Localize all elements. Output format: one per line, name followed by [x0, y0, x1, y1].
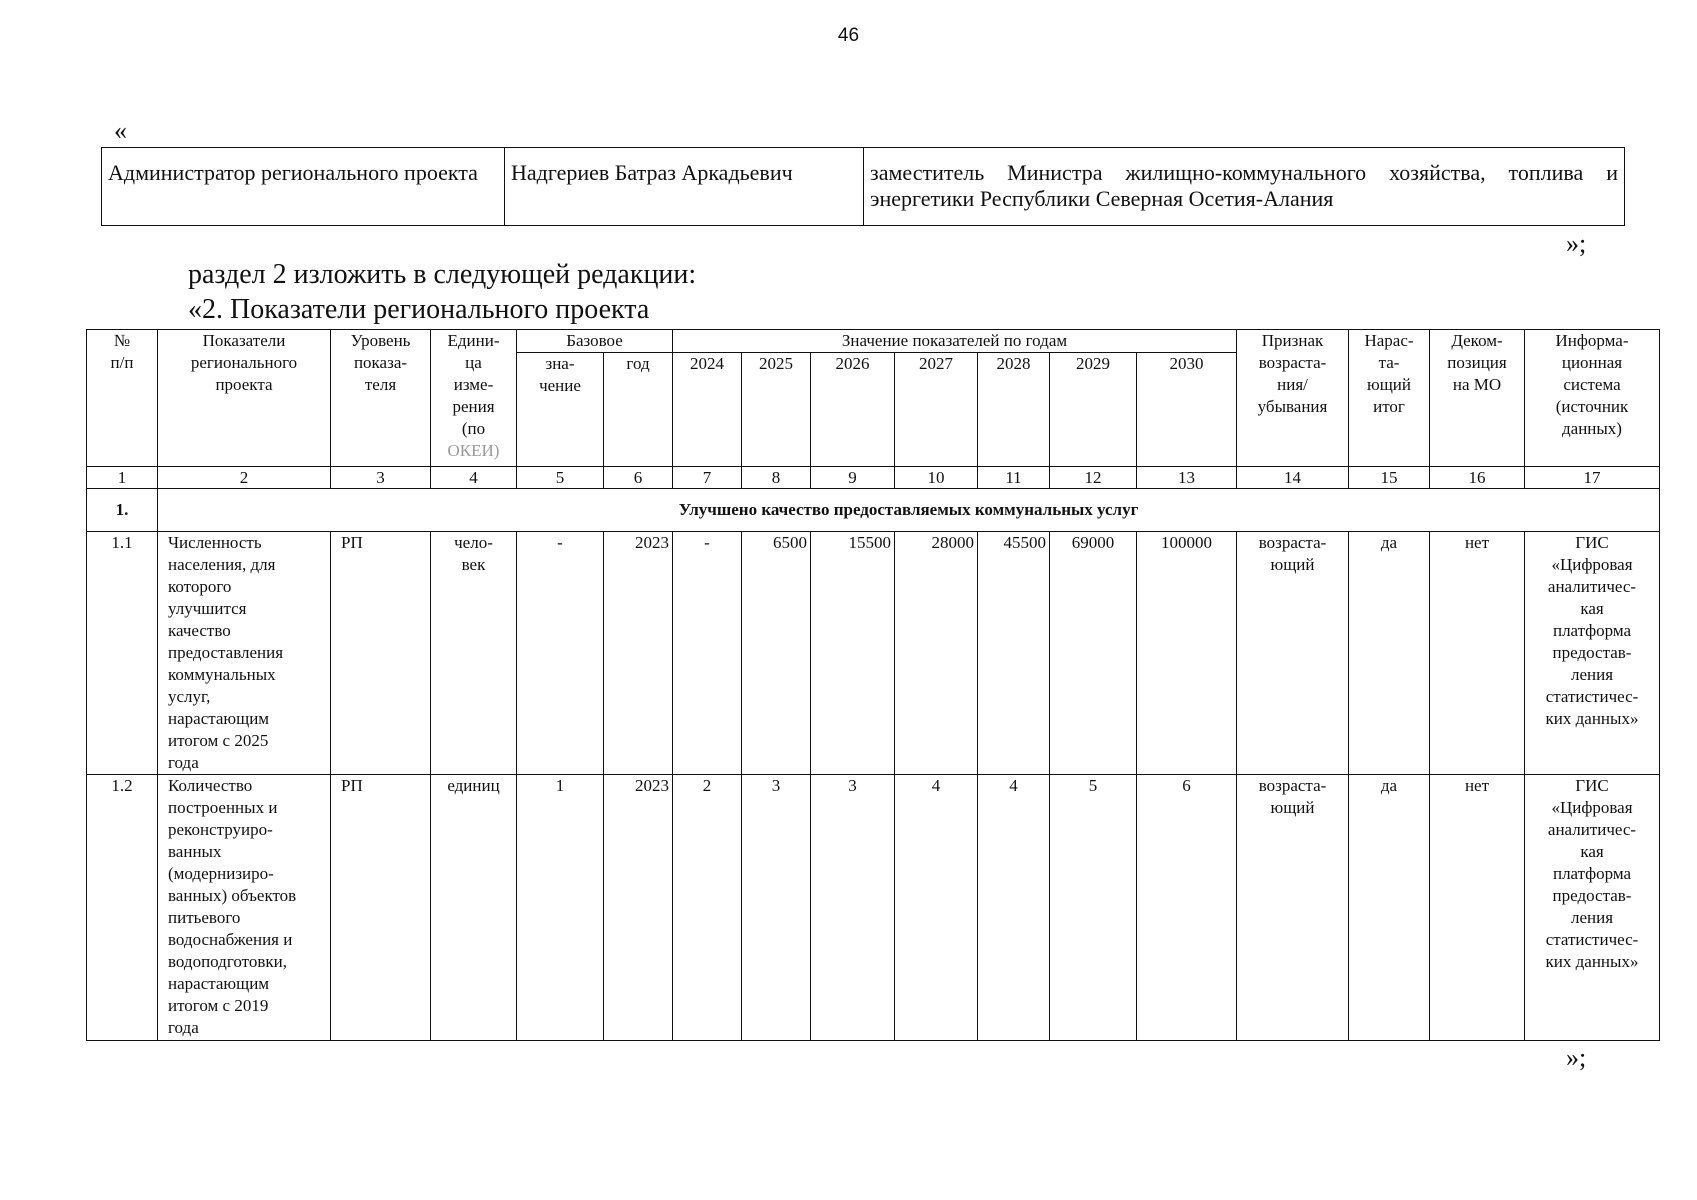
row-year-value: 4 — [895, 775, 978, 1041]
row-year-value: 28000 — [895, 532, 978, 775]
header-indicator: Показатели регионального проекта — [158, 330, 331, 467]
column-number: 7 — [673, 467, 742, 489]
column-number: 1 — [87, 467, 158, 489]
row-cumulative: да — [1349, 775, 1430, 1041]
row-year-value: 6500 — [742, 532, 811, 775]
header-unit-cell — [431, 330, 517, 467]
column-number: 17 — [1525, 467, 1660, 489]
row-year-value: 100000 — [1137, 532, 1237, 775]
row-decomposition: нет — [1430, 532, 1525, 775]
header-info-system: Информа- ционная система (источник данных) — [1525, 330, 1660, 467]
admin-name: Надгериев Батраз Аркадьевич — [505, 148, 864, 226]
header-year: 2028 — [978, 353, 1050, 467]
header-base-value: зна- чение — [517, 353, 604, 467]
header-year: 2027 — [895, 353, 978, 467]
column-number: 6 — [604, 467, 673, 489]
amendment-text: раздел 2 изложить в следующей редакции: — [188, 259, 697, 290]
admin-role: Администратор регионального проекта — [102, 148, 505, 226]
column-number: 13 — [1137, 467, 1237, 489]
header-base-year: год — [604, 353, 673, 467]
row-level: РП — [331, 775, 431, 1041]
column-number: 11 — [978, 467, 1050, 489]
section-title-cell: Улучшено качество предоставляемых коммунальных услуг — [158, 489, 1660, 532]
indicators-table — [86, 329, 1660, 1041]
row-year-value: 3 — [742, 775, 811, 1041]
header-num: № п/п — [87, 330, 158, 467]
header-year: 2026 — [811, 353, 895, 467]
column-number: 10 — [895, 467, 978, 489]
row-level: РП — [331, 532, 431, 775]
row-unit: единиц — [431, 775, 517, 1041]
header-level: Уровень показа- теля — [331, 330, 431, 467]
header-unit: Едини- ца изме- рения (по — [447, 331, 500, 438]
row-info-system: ГИС «Цифровая аналитичес- кая платформа предостав- ления статистичес- ких данных» — [1525, 775, 1660, 1041]
header-trend: Признак возраста- ния/ убывания — [1237, 330, 1349, 467]
row-year-value: 5 — [1050, 775, 1137, 1041]
column-number: 4 — [431, 467, 517, 489]
row-decomposition: нет — [1430, 775, 1525, 1041]
column-number: 8 — [742, 467, 811, 489]
row-base-year: 2023 — [604, 532, 673, 775]
column-number: 5 — [517, 467, 604, 489]
section-title: «2. Показатели регионального проекта — [188, 294, 650, 325]
row-year-value: 69000 — [1050, 532, 1137, 775]
admin-position: заместитель Министра жилищно-коммунального хозяйства, топлива и энергетики Республики Северная Осетия-Алания — [864, 148, 1625, 226]
page-number: 46 — [837, 25, 860, 46]
row-indicator: Количество построенных и реконструиро- ванных (модернизиро- ванных) объектов питьевого водоснабжения и водоподготовки, нарастающим итогом с 2019 года — [158, 775, 331, 1041]
section-row — [87, 489, 1660, 532]
row-trend: возраста- ющий — [1237, 775, 1349, 1041]
column-number-row — [87, 467, 1660, 489]
column-number: 3 — [331, 467, 431, 489]
header-values-by-year: Значение показателей по годам — [673, 330, 1237, 353]
header-cumulative: Нарас- та- ющий итог — [1349, 330, 1430, 467]
row-base-value: 1 — [517, 775, 604, 1041]
column-number: 2 — [158, 467, 331, 489]
row-year-value: - — [673, 532, 742, 775]
header-unit-okei: ОКЕИ) — [447, 441, 500, 460]
header-base: Базовое — [517, 330, 673, 353]
table-row — [87, 532, 1660, 775]
row-info-system: ГИС «Цифровая аналитичес- кая платформа предостав- ления статистичес- ких данных» — [1525, 532, 1660, 775]
column-number: 14 — [1237, 467, 1349, 489]
column-number: 9 — [811, 467, 895, 489]
header-year: 2024 — [673, 353, 742, 467]
row-num: 1.2 — [87, 775, 158, 1041]
section-num: 1. — [87, 489, 158, 532]
row-year-value: 3 — [811, 775, 895, 1041]
column-number: 15 — [1349, 467, 1430, 489]
row-year-value: 2 — [673, 775, 742, 1041]
row-unit: чело- век — [431, 532, 517, 775]
header-row-1 — [87, 330, 1660, 353]
row-indicator: Численность населения, для которого улучшится качество предоставления коммунальных услуг, нарастающим итогом с 2025 года — [158, 532, 331, 775]
header-year: 2030 — [1137, 353, 1237, 467]
row-year-value: 6 — [1137, 775, 1237, 1041]
admin-row — [102, 148, 1625, 226]
row-year-value: 45500 — [978, 532, 1050, 775]
row-base-value: - — [517, 532, 604, 775]
row-num: 1.1 — [87, 532, 158, 775]
table-row — [87, 775, 1660, 1041]
row-base-year: 2023 — [604, 775, 673, 1041]
closing-quote: »; — [1566, 1043, 1587, 1072]
header-decomposition: Деком- позиция на МО — [1430, 330, 1525, 467]
row-cumulative: да — [1349, 532, 1430, 775]
row-trend: возраста- ющий — [1237, 532, 1349, 775]
header-year: 2025 — [742, 353, 811, 467]
header-year: 2029 — [1050, 353, 1137, 467]
opening-quote: « — [114, 116, 127, 145]
row-year-value: 15500 — [811, 532, 895, 775]
closing-quote: »; — [1566, 229, 1587, 258]
row-year-value: 4 — [978, 775, 1050, 1041]
column-number: 16 — [1430, 467, 1525, 489]
column-number: 12 — [1050, 467, 1137, 489]
admin-table — [101, 147, 1625, 226]
